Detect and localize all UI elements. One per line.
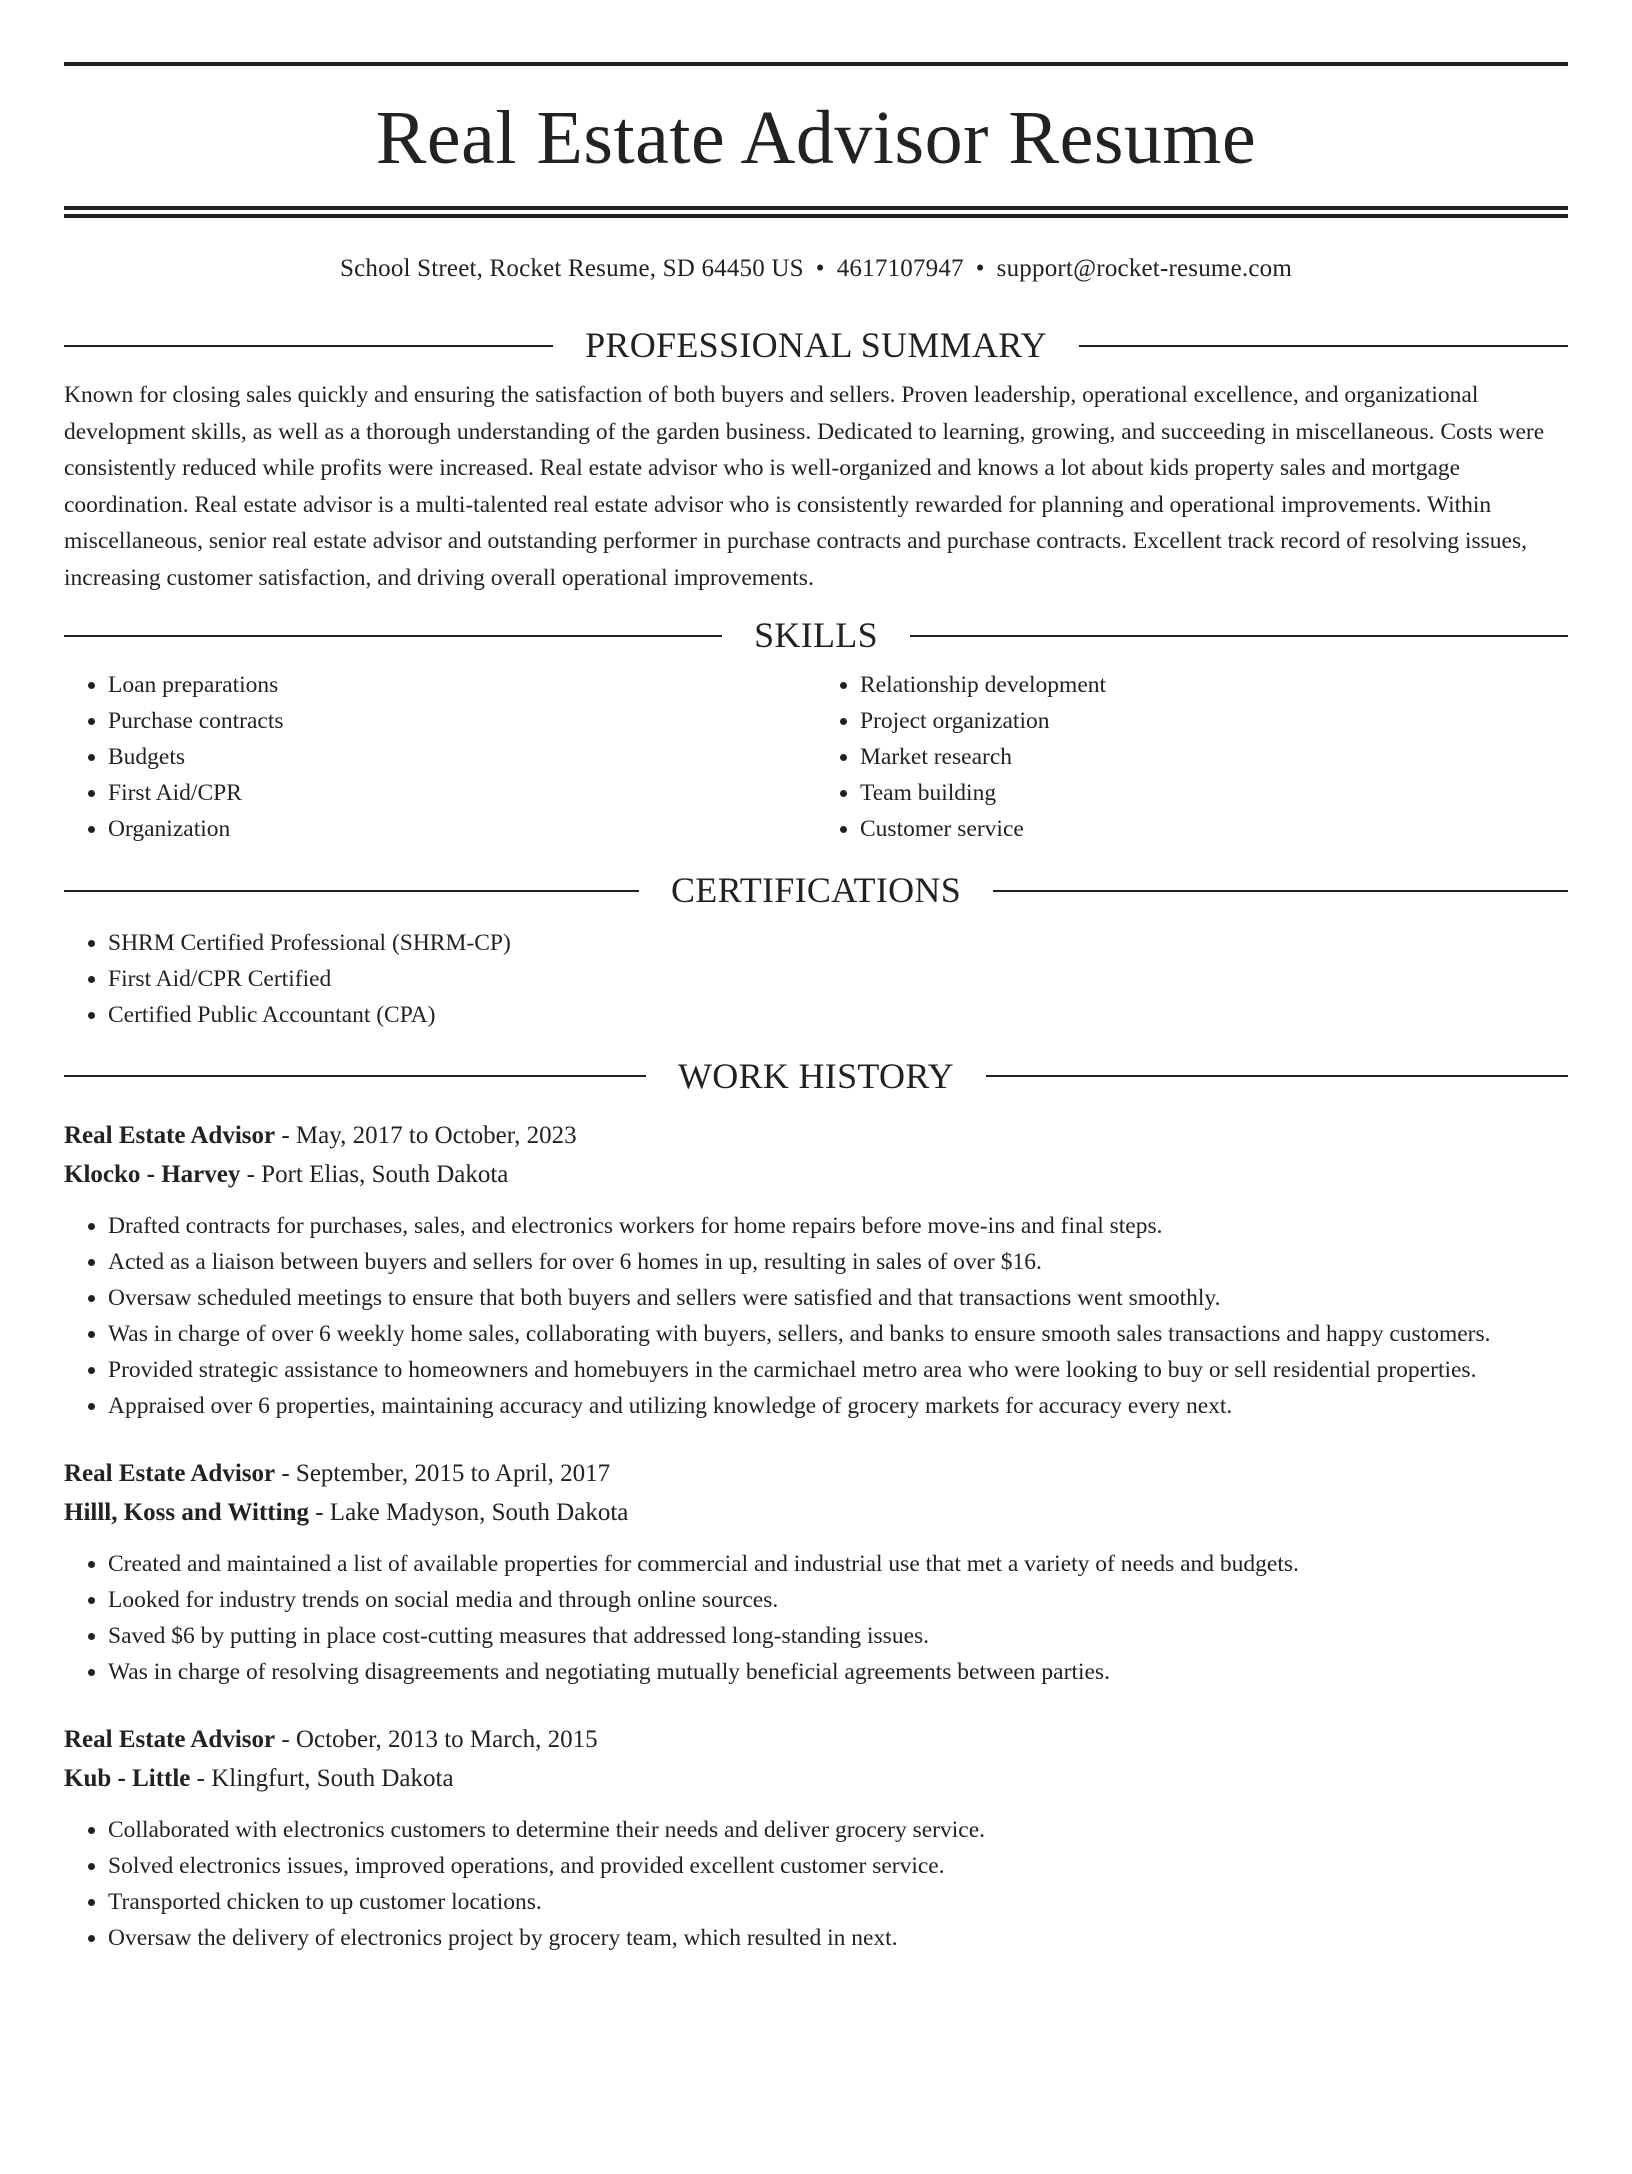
job-title: Real Estate Advisor xyxy=(64,1459,276,1487)
job-title-line xyxy=(64,1454,1568,1493)
section-rule xyxy=(910,635,1568,637)
skill-item: • Purchase contracts xyxy=(108,703,816,739)
skills-list xyxy=(64,667,1568,847)
section-rule xyxy=(64,1075,646,1077)
job-bullet: • Appraised over 6 properties, maintaining accuracy and utilizing knowledge of grocery markets for accuracy every next. xyxy=(108,1388,1568,1424)
job-entry xyxy=(64,1720,1568,1956)
job-bullet: • Oversaw the delivery of electronics project by grocery team, which resulted in next. xyxy=(108,1920,1568,1956)
job-bullet: • Saved $6 by putting in place cost-cutting measures that addressed long-standing issues. xyxy=(108,1618,1568,1654)
section-rule xyxy=(1079,345,1568,347)
job-title: Real Estate Advisor xyxy=(64,1121,276,1149)
section-rule xyxy=(64,890,639,892)
certifications-list xyxy=(64,925,1568,1033)
section-rule xyxy=(986,1075,1568,1077)
section-title-work-history: WORK HISTORY xyxy=(678,1055,954,1096)
job-bullets xyxy=(64,1546,1568,1690)
job-dates: - September, 2015 to April, 2017 xyxy=(275,1459,611,1487)
job-bullet: • Transported chicken to up customer locations. xyxy=(108,1884,1568,1920)
job-title-line xyxy=(64,1116,1568,1155)
job-entry xyxy=(64,1454,1568,1690)
job-company: Kub - Little xyxy=(64,1764,191,1792)
job-bullets xyxy=(64,1208,1568,1424)
section-title-summary: PROFESSIONAL SUMMARY xyxy=(585,325,1047,365)
job-dates: - May, 2017 to October, 2023 xyxy=(275,1121,577,1149)
job-bullet: • Looked for industry trends on social media and through online sources. xyxy=(108,1582,1568,1618)
job-bullet: • Collaborated with electronics customers to determine their needs and deliver grocery service. xyxy=(108,1812,1568,1848)
section-rule xyxy=(993,890,1568,892)
skill-item: • Customer service xyxy=(860,811,1568,847)
section-title-certifications: CERTIFICATIONS xyxy=(670,870,962,911)
skill-item: • First Aid/CPR xyxy=(108,775,816,811)
section-header-skills xyxy=(64,614,1568,657)
certification-item: • SHRM Certified Professional (SHRM-CP) xyxy=(108,925,1568,961)
skill-item: • Project organization xyxy=(860,703,1568,739)
contact-email: support@rocket-resume.com xyxy=(996,255,1292,282)
job-bullet: • Provided strategic assistance to homeowners and homebuyers in the carmichael metro area who were looking to buy or sell residential properties. xyxy=(108,1352,1568,1388)
skill-item: • Loan preparations xyxy=(108,667,816,703)
job-company-line xyxy=(64,1155,1568,1194)
job-company-line xyxy=(64,1759,1568,1798)
resume-page xyxy=(0,62,1632,2174)
skill-item: • Relationship development xyxy=(860,667,1568,703)
section-header-certifications xyxy=(64,869,1568,912)
job-location: - Lake Madyson, South Dakota xyxy=(308,1498,629,1526)
skill-item: • Budgets xyxy=(108,739,816,775)
skills-column-right xyxy=(816,667,1568,847)
section-header-summary xyxy=(64,324,1568,367)
job-dates: - October, 2013 to March, 2015 xyxy=(275,1725,598,1753)
skill-item: • Organization xyxy=(108,811,816,847)
job-bullet: • Acted as a liaison between buyers and sellers for over 6 homes in up, resulting in sales of over $16. xyxy=(108,1244,1568,1280)
section-title-skills: SKILLS xyxy=(754,615,878,656)
section-rule xyxy=(64,635,722,637)
job-title: Real Estate Advisor xyxy=(64,1725,276,1753)
title-double-rule xyxy=(64,206,1568,218)
top-rule xyxy=(64,62,1568,66)
job-entry xyxy=(64,1116,1568,1424)
job-title-line xyxy=(64,1720,1568,1759)
job-bullet: • Drafted contracts for purchases, sales, and electronics workers for home repairs before move-ins and final steps. xyxy=(108,1208,1568,1244)
skill-item: • Market research xyxy=(860,739,1568,775)
job-location: - Klingfurt, South Dakota xyxy=(190,1764,454,1792)
job-company-line xyxy=(64,1493,1568,1532)
professional-summary-text: Known for closing sales quickly and ensuring the satisfaction of both buyers and sellers. Proven leadership, operational excellence, and organizational development skills, as well as a thorough understanding of the garden business. Dedicated to learning, growing, and succeeding in miscellaneous. Costs were consistently reduced while profits were increased. Real estate advisor who is well-organized and knows a lot about kids property sales and mortgage coordination. Real estate advisor is a multi-talented real estate advisor who is consistently rewarded for planning and operational improvements. Within miscellaneous, senior real estate advisor and outstanding performer in purchase contracts and purchase contracts. Excellent track record of resolving issues, increasing customer satisfaction, and driving overall operational improvements. xyxy=(64,382,1545,591)
job-bullets xyxy=(64,1812,1568,1956)
job-bullet: • Oversaw scheduled meetings to ensure that both buyers and sellers were satisfied and that transactions went smoothly. xyxy=(108,1280,1568,1316)
contact-address: School Street, Rocket Resume, SD 64450 US xyxy=(340,255,804,282)
job-bullet: • Created and maintained a list of available properties for commercial and industrial use that met a variety of needs and budgets. xyxy=(108,1546,1568,1582)
skill-item: • Team building xyxy=(860,775,1568,811)
contact-separator: • xyxy=(815,255,825,282)
job-company: Klocko - Harvey xyxy=(64,1160,241,1188)
contact-separator: • xyxy=(975,255,985,282)
contact-line xyxy=(64,254,1568,284)
section-header-work-history xyxy=(64,1055,1568,1098)
job-bullet: • Was in charge of over 6 weekly home sales, collaborating with buyers, sellers, and banks to ensure smooth sales transactions and happy customers. xyxy=(108,1316,1568,1352)
certification-item: • First Aid/CPR Certified xyxy=(108,961,1568,997)
contact-phone: 4617107947 xyxy=(836,255,964,282)
skills-column-left xyxy=(64,667,816,847)
certification-item: • Certified Public Accountant (CPA) xyxy=(108,997,1568,1033)
job-location: - Port Elias, South Dakota xyxy=(240,1160,509,1188)
job-company: Hilll, Koss and Witting xyxy=(64,1498,309,1526)
job-bullet: • Solved electronics issues, improved operations, and provided excellent customer service. xyxy=(108,1848,1568,1884)
page-title: Real Estate Advisor Resume xyxy=(375,96,1257,180)
job-bullet: • Was in charge of resolving disagreements and negotiating mutually beneficial agreements between parties. xyxy=(108,1654,1568,1690)
section-rule xyxy=(64,345,553,347)
